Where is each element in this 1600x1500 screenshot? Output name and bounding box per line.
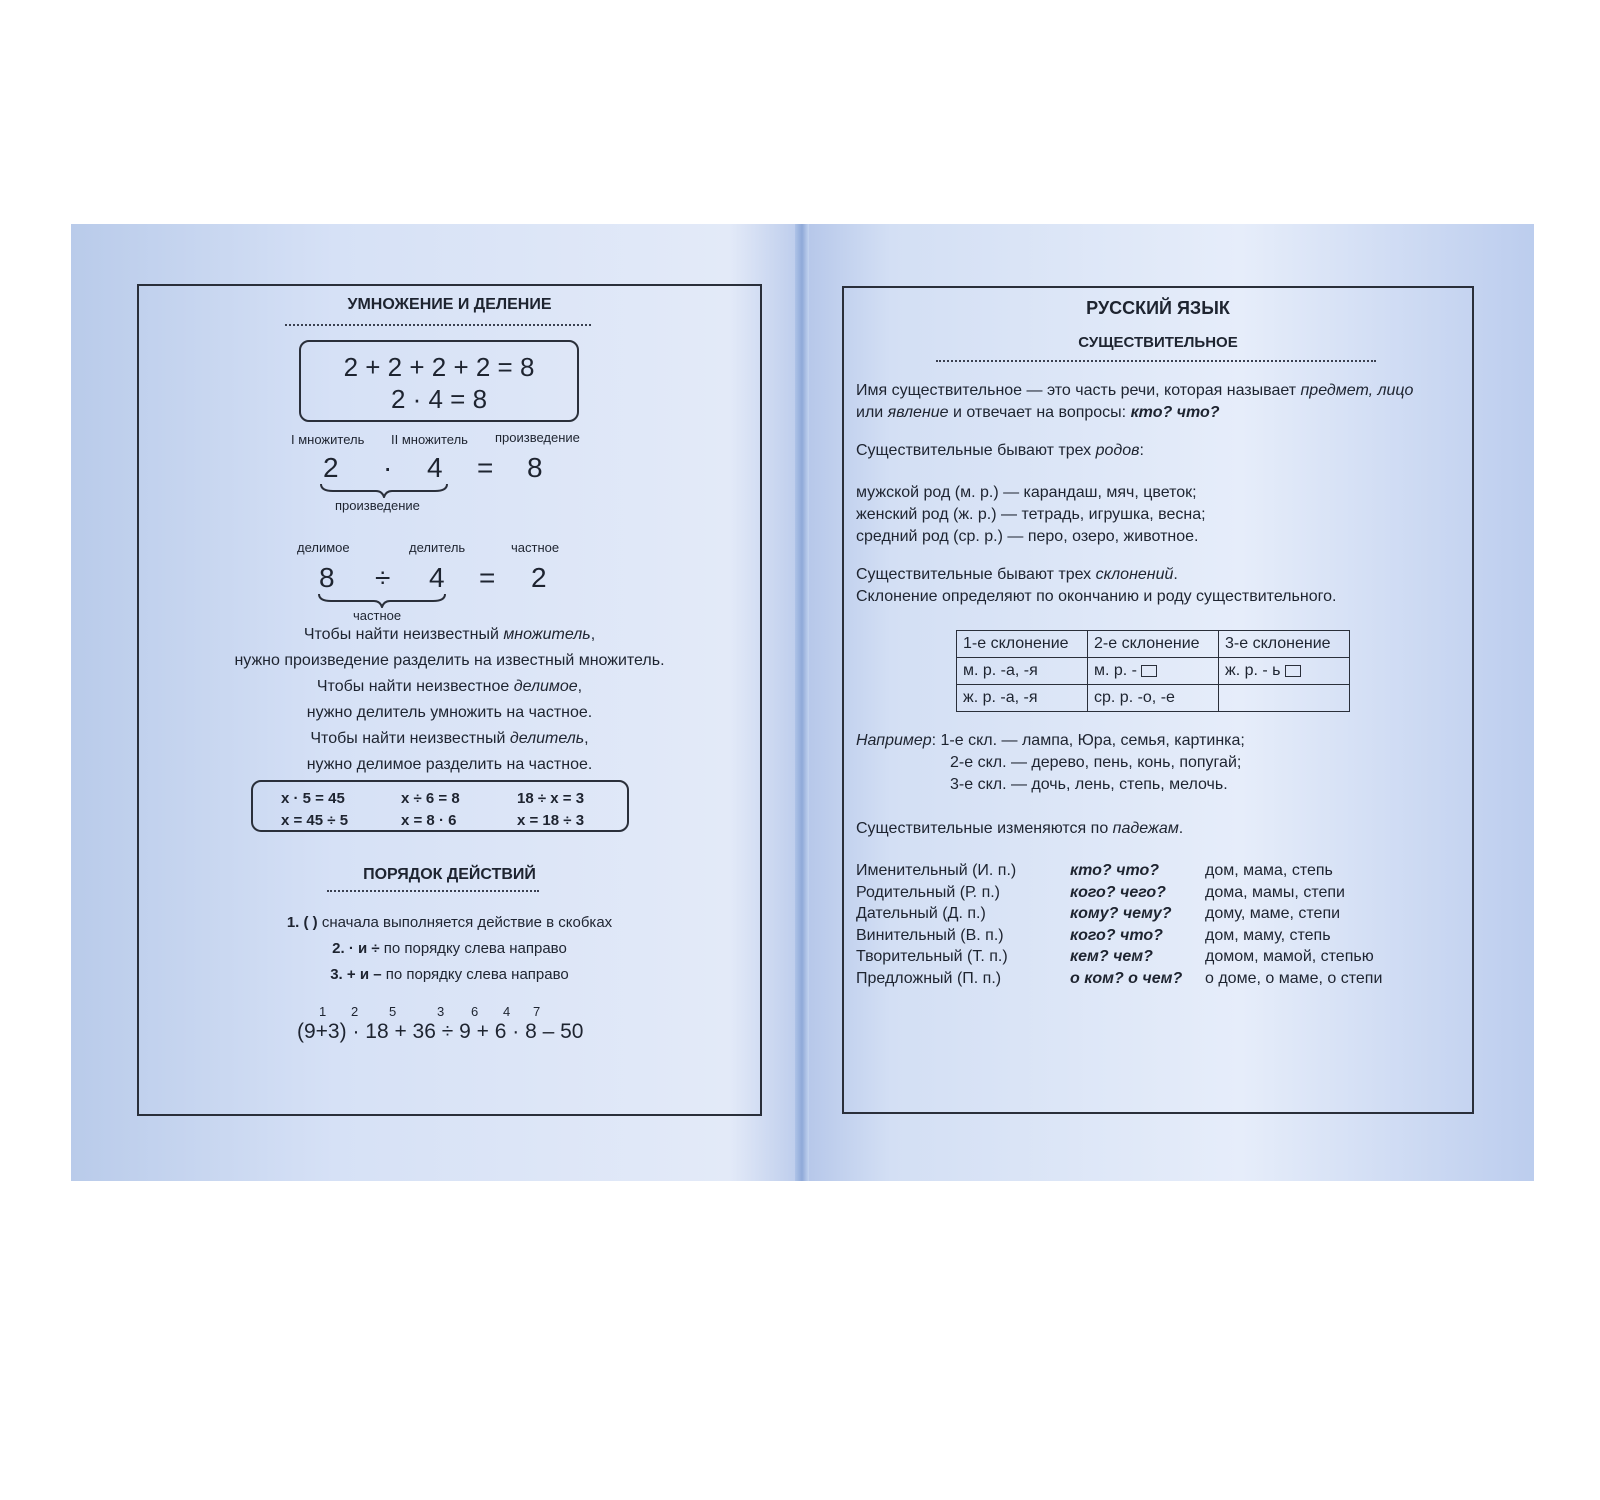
case-row: Дательный (Д. п.) кому? чему? дому, маме, степи [856, 905, 1341, 922]
label-first-factor: I множитель [291, 432, 365, 447]
title-underline [285, 324, 591, 326]
rule-line: Чтобы найти неизвестное делимое, [316, 678, 583, 695]
cases-table [856, 860, 1382, 989]
order-item: 3. + и – по порядку слева направо [330, 966, 569, 983]
addition-equation: 2 + 2 + 2 + 2 = 8 [343, 352, 535, 382]
order-number-3: 3 [437, 1004, 445, 1019]
mult-value-dot: · [383, 452, 393, 483]
mult-value-eq: = [477, 452, 494, 483]
subtitle-underline [936, 360, 1376, 362]
declension-intro: Существительные бывают трех склонений. Склонение определяют по окончанию и роду существительного. [856, 566, 1337, 605]
order-number-6: 6 [471, 1004, 479, 1019]
div-value-eq: = [479, 562, 496, 593]
order-title-underline [327, 890, 539, 892]
product-brace [319, 482, 449, 498]
russian-title: РУССКИЙ ЯЗЫК [1086, 298, 1230, 318]
gender-item: средний род (ср. р.) — перо, озеро, животное. [856, 528, 1199, 545]
case-row: Родительный (Р. п.) кого? чего? дома, мамы, степи [856, 883, 1345, 901]
rules-block [139, 622, 760, 778]
quotient-brace [317, 592, 447, 608]
rule-line: нужно делимое разделить на частное. [306, 756, 593, 773]
declension-table [956, 630, 1350, 712]
label-divisor: делитель [409, 540, 466, 555]
label-quotient: частное [511, 540, 560, 555]
gender-item: мужской род (м. р.) — карандаш, мяч, цветок; [856, 484, 1197, 501]
order-item: 2. · и ÷ по порядку слева направо [332, 940, 567, 957]
empty-ending-icon [1285, 665, 1301, 677]
open-book-spread [71, 224, 1534, 1181]
genders-intro: Существительные бывают трех родов: [856, 442, 1144, 459]
rule-line: нужно произведение разделить на известный множитель. [234, 652, 665, 669]
case-row: Винительный (В. п.) кого? что? дом, маму, степь [856, 926, 1331, 944]
order-number-4: 4 [503, 1004, 511, 1019]
mult-value-a: 2 [323, 452, 339, 483]
example-column-2: x ÷ 6 = 8 x = 8 · 6 [401, 790, 460, 829]
table-row: м. р. -а, -я м. р. - ж. р. - ь [957, 658, 1350, 685]
product-brace-label: произведение [335, 498, 420, 513]
table-header-row: 1-е склонение 2-е склонение 3-е склонение [957, 631, 1350, 658]
multiplication-equation: 2 · 4 = 8 [390, 384, 488, 414]
div-value-sign: ÷ [375, 562, 391, 593]
example-column-1: x · 5 = 45 x = 45 ÷ 5 [281, 790, 349, 829]
order-number-7: 7 [533, 1004, 541, 1019]
genders-list [856, 482, 1206, 548]
case-row: Предложный (П. п.) о ком? о чем? о доме, о маме, о степи [856, 969, 1383, 987]
rule-line: нужно делитель умножить на частное. [306, 704, 593, 721]
gender-item: женский род (ж. р.) — тетрадь, игрушка, весна; [856, 506, 1206, 523]
mult-value-result: 8 [527, 452, 543, 483]
div-value-b: 4 [429, 562, 445, 593]
case-row: Именительный (И. п.) кто? что? дом, мама, степь [856, 862, 1333, 879]
div-value-a: 8 [319, 562, 335, 593]
rule-line: Чтобы найти неизвестный множитель, [303, 626, 596, 643]
example-column-3: 18 ÷ x = 3 x = 18 ÷ 3 [517, 790, 585, 829]
order-list [139, 910, 760, 988]
declension-examples: Например: 1-е скл. — лампа, Юра, семья, картинка; 2-е скл. — дерево, пень, конь, попугай; 3-е скл. — дочь, лень, степь, мелочь. [856, 732, 1245, 793]
label-second-factor: II множитель [391, 432, 468, 447]
right-page-frame [842, 286, 1474, 1114]
label-product: произведение [495, 430, 580, 445]
order-number-2: 2 [351, 1004, 359, 1019]
multiplication-title: УМНОЖЕНИЕ И ДЕЛЕНИЕ [347, 296, 552, 313]
book-spine [795, 224, 809, 1181]
noun-definition: Имя существительное — это часть речи, которая называет предмет, лицо или явление и отвечает на вопросы: кто? что? [856, 382, 1414, 421]
order-title: ПОРЯДОК ДЕЙСТВИЙ [363, 866, 536, 883]
case-row: Творительный (Т. п.) кем? чем? домом, мамой, степью [856, 948, 1374, 965]
order-item: 1. ( ) сначала выполняется действие в скобках [286, 914, 613, 931]
addition-box [299, 340, 579, 422]
table-row: ж. р. -а, -я ср. р. -о, -е [957, 685, 1350, 712]
left-page-frame [137, 284, 762, 1116]
order-number-5: 5 [389, 1004, 397, 1019]
empty-ending-icon [1141, 665, 1157, 677]
mult-value-b: 4 [427, 452, 443, 483]
div-value-result: 2 [531, 562, 547, 593]
label-dividend: делимое [297, 540, 350, 555]
noun-subtitle: СУЩЕСТВИТЕЛЬНОЕ [1078, 334, 1238, 351]
rule-line: Чтобы найти неизвестный делитель, [310, 730, 589, 747]
order-expression: (9+3) · 18 + 36 ÷ 9 + 6 · 8 – 50 [297, 1020, 584, 1043]
cases-intro: Существительные изменяются по падежам. [856, 820, 1184, 837]
order-number-1: 1 [319, 1004, 327, 1019]
quotient-brace-label: частное [353, 608, 402, 623]
examples-box [251, 780, 629, 832]
